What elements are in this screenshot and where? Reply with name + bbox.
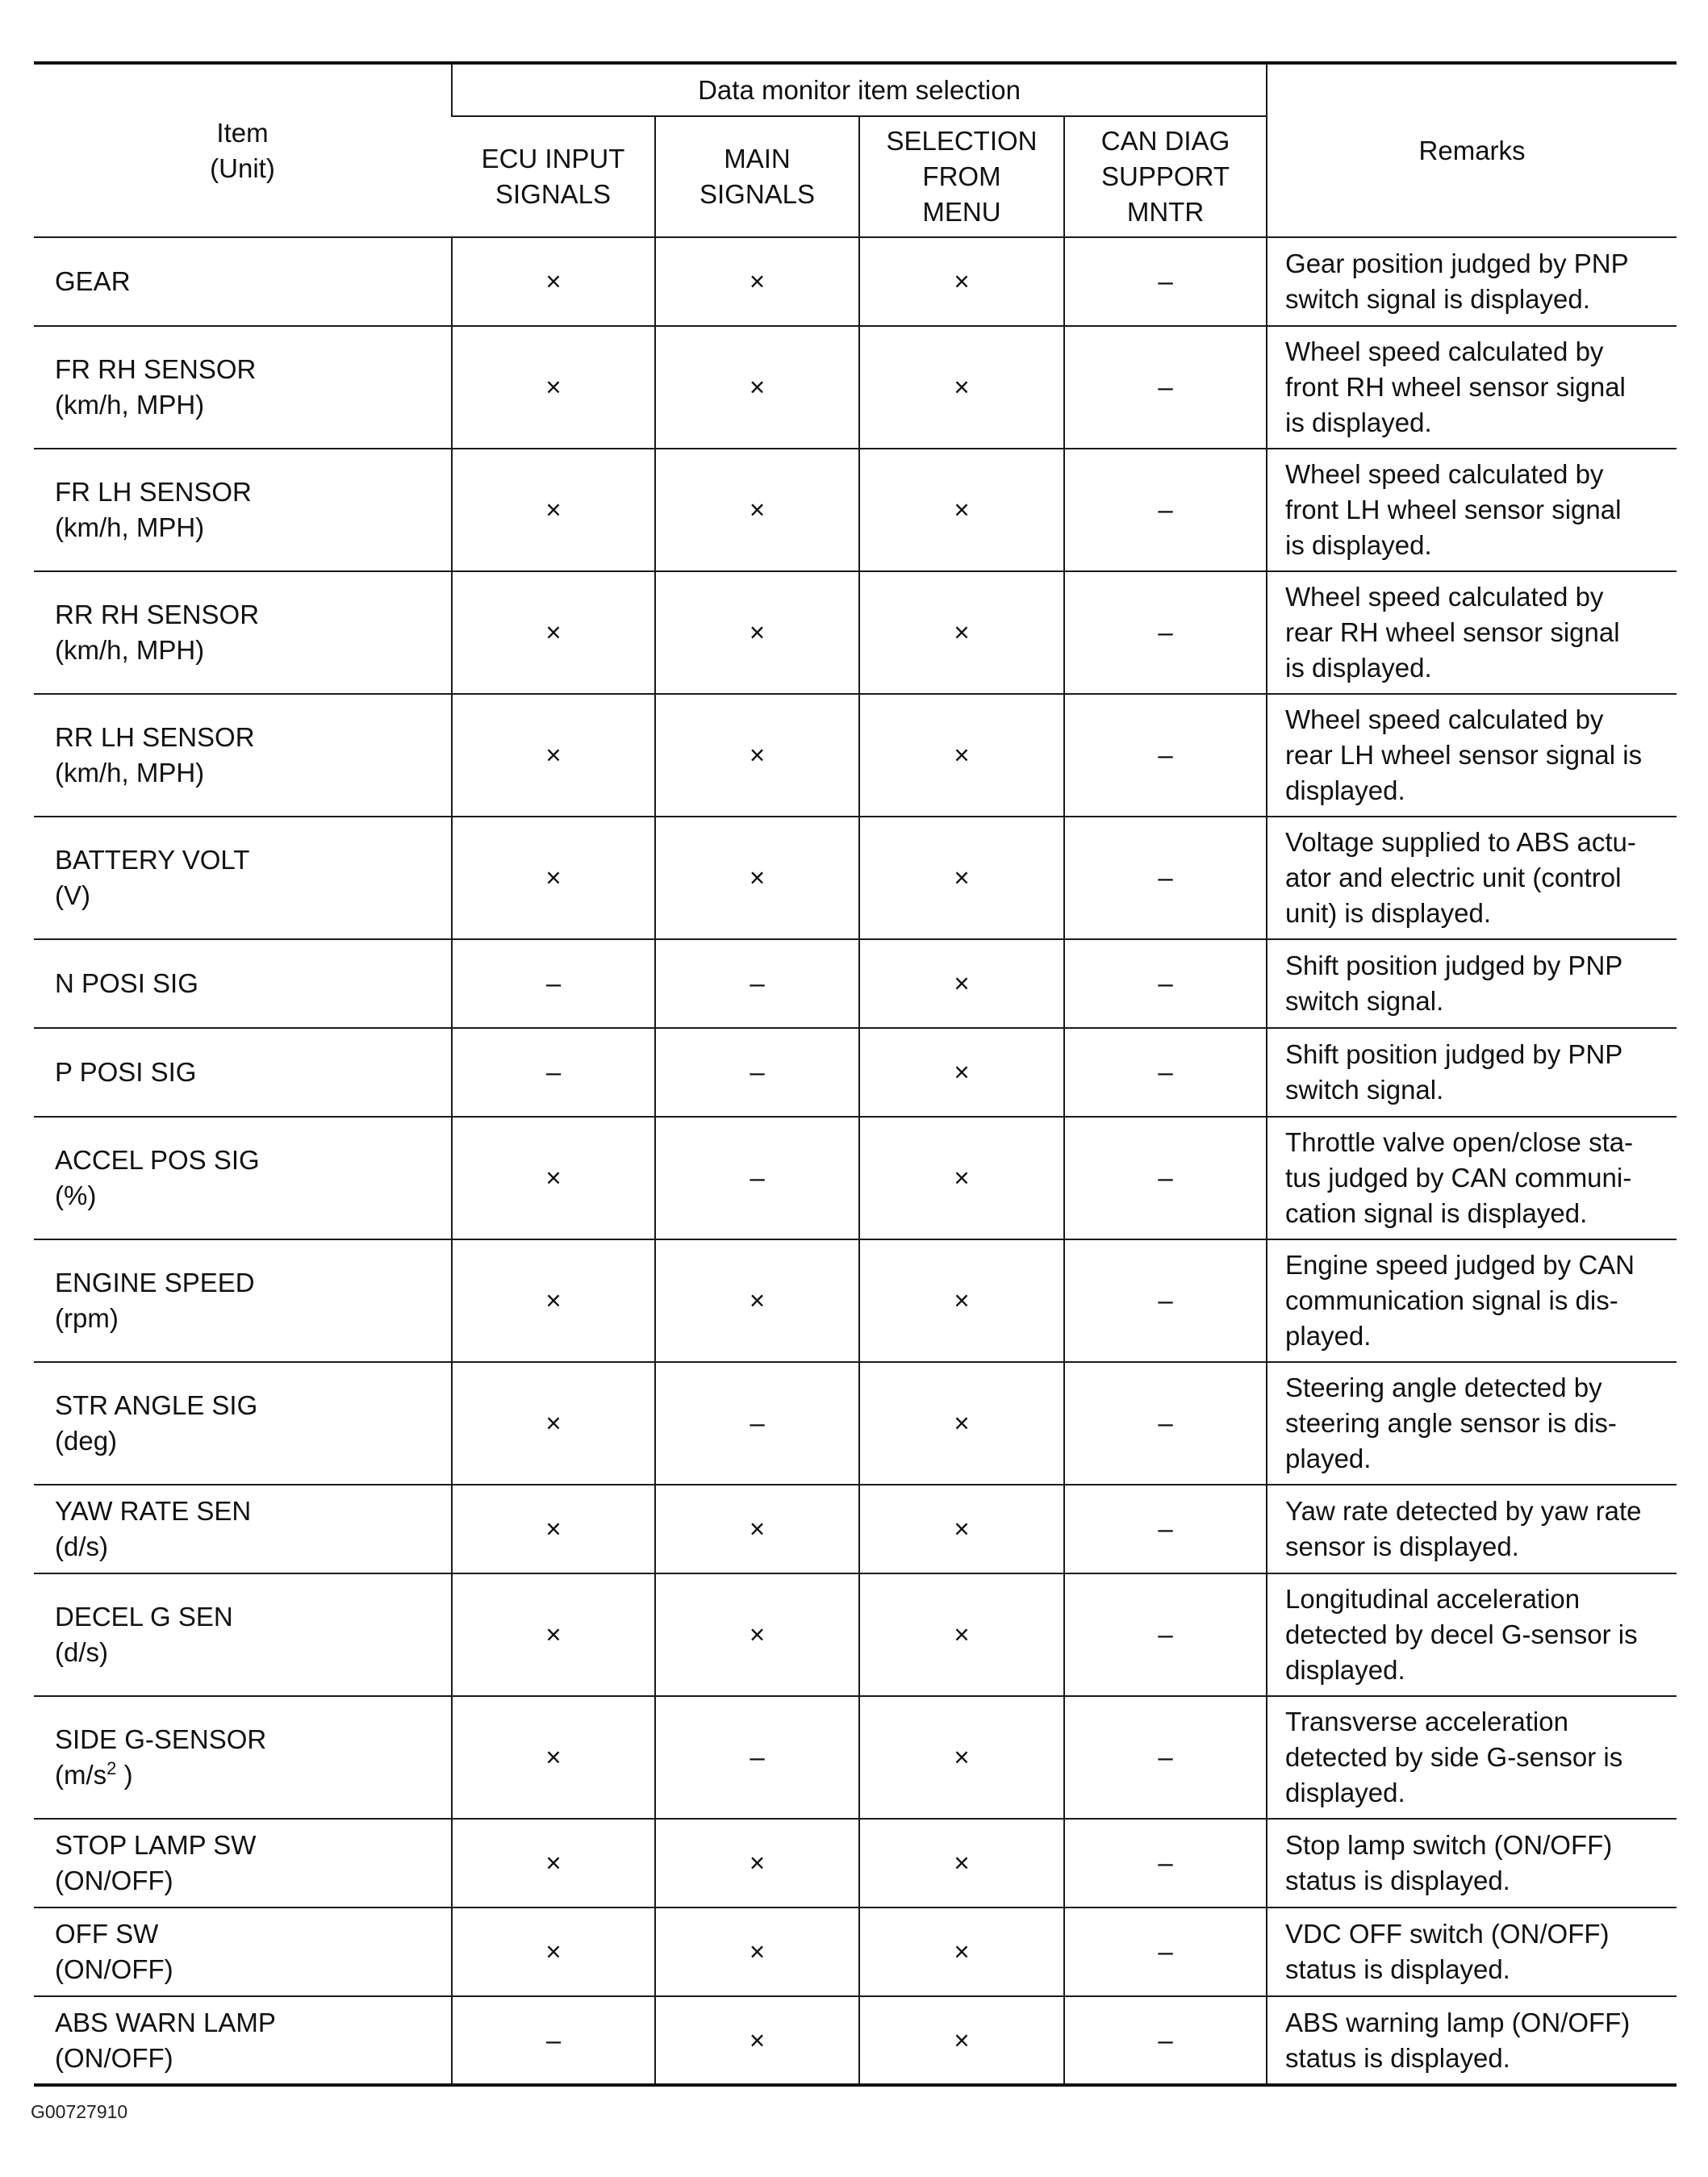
can-diag-mark: – — [1064, 1996, 1267, 2085]
table-row — [34, 1696, 1677, 1819]
ecu-input-mark: × — [452, 326, 655, 449]
table-row — [34, 1819, 1677, 1907]
item-cell — [34, 1696, 452, 1819]
ecu-input-mark: × — [452, 694, 655, 817]
can-diag-mark: – — [1064, 1239, 1267, 1362]
item-unit: ($m/s^2$ ) — [55, 1758, 133, 1790]
item-cell: ABS WARN LAMP (ON/OFF) — [34, 1996, 452, 2085]
can-diag-mark: – — [1064, 939, 1267, 1028]
can-diag-mark: – — [1064, 1696, 1267, 1819]
table-row — [34, 449, 1677, 571]
item-cell: STOP LAMP SW (ON/OFF) — [34, 1819, 452, 1907]
item-cell: FR RH SENSOR (km/h, MPH) — [34, 326, 452, 449]
table-row — [34, 1362, 1677, 1485]
remarks-cell: Throttle valve open/close sta- tus judged by CAN communi- cation signal is displayed. — [1267, 1117, 1677, 1239]
header-selection-from-menu: SELECTION FROM MENU — [859, 116, 1064, 237]
remarks-cell: Voltage supplied to ABS actu- ator and electric unit (control unit) is displayed. — [1267, 817, 1677, 939]
can-diag-mark: – — [1064, 1819, 1267, 1907]
remarks-cell: Yaw rate detected by yaw rate sensor is displayed. — [1267, 1485, 1677, 1573]
can-diag-mark: – — [1064, 817, 1267, 939]
selection-from-menu-mark: × — [859, 694, 1064, 817]
selection-from-menu-mark: × — [859, 1239, 1064, 1362]
can-diag-mark: – — [1064, 237, 1267, 326]
can-diag-mark: – — [1064, 1573, 1267, 1696]
selection-from-menu-mark: × — [859, 449, 1064, 571]
ecu-input-mark: – — [452, 939, 655, 1028]
table-row — [34, 1907, 1677, 1996]
header-can-diag-support-mntr: CAN DIAG SUPPORT MNTR — [1064, 116, 1267, 237]
item-cell: STR ANGLE SIG (deg) — [34, 1362, 452, 1485]
main-signals-mark: × — [655, 694, 859, 817]
ecu-input-mark: × — [452, 1819, 655, 1907]
table-row — [34, 939, 1677, 1028]
ecu-input-mark: – — [452, 1028, 655, 1117]
selection-from-menu-mark: × — [859, 817, 1064, 939]
table-row — [34, 1485, 1677, 1573]
remarks-cell: Wheel speed calculated by front LH wheel sensor signal is displayed. — [1267, 449, 1677, 571]
ecu-input-mark: × — [452, 1117, 655, 1239]
main-signals-mark: – — [655, 939, 859, 1028]
ecu-input-mark: × — [452, 1239, 655, 1362]
can-diag-mark: – — [1064, 1028, 1267, 1117]
selection-from-menu-mark: × — [859, 1117, 1064, 1239]
main-signals-mark: × — [655, 326, 859, 449]
selection-from-menu-mark: × — [859, 1573, 1064, 1696]
selection-from-menu-mark: × — [859, 571, 1064, 694]
main-signals-mark: × — [655, 449, 859, 571]
item-cell: YAW RATE SEN (d/s) — [34, 1485, 452, 1573]
remarks-cell: Wheel speed calculated by rear LH wheel sensor signal is displayed. — [1267, 694, 1677, 817]
selection-from-menu-mark: × — [859, 939, 1064, 1028]
selection-from-menu-mark: × — [859, 1485, 1064, 1573]
item-cell: N POSI SIG — [34, 939, 452, 1028]
remarks-cell: Steering angle detected by steering angle sensor is dis- played. — [1267, 1362, 1677, 1485]
ecu-input-mark: × — [452, 571, 655, 694]
remarks-cell: Shift position judged by PNP switch signal. — [1267, 939, 1677, 1028]
ecu-input-mark: × — [452, 1573, 655, 1696]
remarks-cell: Wheel speed calculated by front RH wheel sensor signal is displayed. — [1267, 326, 1677, 449]
item-cell: BATTERY VOLT (V) — [34, 817, 452, 939]
table-row — [34, 326, 1677, 449]
main-signals-mark: × — [655, 1573, 859, 1696]
item-cell: OFF SW (ON/OFF) — [34, 1907, 452, 1996]
selection-from-menu-mark: × — [859, 1696, 1064, 1819]
item-cell: GEAR — [34, 237, 452, 326]
ecu-input-mark: × — [452, 1696, 655, 1819]
header-data-monitor-item-selection: Data monitor item selection — [452, 63, 1267, 116]
ecu-input-mark: × — [452, 1485, 655, 1573]
remarks-cell: Shift position judged by PNP switch signal. — [1267, 1028, 1677, 1117]
main-signals-mark: × — [655, 817, 859, 939]
can-diag-mark: – — [1064, 449, 1267, 571]
selection-from-menu-mark: × — [859, 1362, 1064, 1485]
remarks-cell: VDC OFF switch (ON/OFF) status is displayed. — [1267, 1907, 1677, 1996]
can-diag-mark: – — [1064, 694, 1267, 817]
header-main-signals: MAIN SIGNALS — [655, 116, 859, 237]
table-row — [34, 1239, 1677, 1362]
ecu-input-mark: – — [452, 1996, 655, 2085]
remarks-cell: Engine speed judged by CAN communication signal is dis- played. — [1267, 1239, 1677, 1362]
item-cell: FR LH SENSOR (km/h, MPH) — [34, 449, 452, 571]
can-diag-mark: – — [1064, 1117, 1267, 1239]
item-cell: RR RH SENSOR (km/h, MPH) — [34, 571, 452, 694]
data-monitor-table — [34, 61, 1677, 2087]
ecu-input-mark: × — [452, 817, 655, 939]
selection-from-menu-mark: × — [859, 1907, 1064, 1996]
header-item-unit: Item (Unit) — [34, 63, 452, 237]
selection-from-menu-mark: × — [859, 1028, 1064, 1117]
table-row — [34, 1573, 1677, 1696]
table-row — [34, 1028, 1677, 1117]
can-diag-mark: – — [1064, 326, 1267, 449]
item-cell: P POSI SIG — [34, 1028, 452, 1117]
table-row — [34, 1996, 1677, 2085]
header-remarks: Remarks — [1267, 63, 1677, 237]
figure-id: G00727910 — [31, 2101, 128, 2122]
selection-from-menu-mark: × — [859, 326, 1064, 449]
remarks-cell: Longitudinal acceleration detected by decel G-sensor is displayed. — [1267, 1573, 1677, 1696]
can-diag-mark: – — [1064, 571, 1267, 694]
item-cell: DECEL G SEN (d/s) — [34, 1573, 452, 1696]
main-signals-mark: × — [655, 237, 859, 326]
main-signals-mark: × — [655, 1485, 859, 1573]
selection-from-menu-mark: × — [859, 1819, 1064, 1907]
item-name: SIDE G-SENSOR — [55, 1724, 267, 1754]
main-signals-mark: – — [655, 1028, 859, 1117]
ecu-input-mark: × — [452, 449, 655, 571]
main-signals-mark: × — [655, 1996, 859, 2085]
main-signals-mark: × — [655, 1239, 859, 1362]
can-diag-mark: – — [1064, 1485, 1267, 1573]
ecu-input-mark: × — [452, 1907, 655, 1996]
remarks-cell: Gear position judged by PNP switch signal is displayed. — [1267, 237, 1677, 326]
can-diag-mark: – — [1064, 1907, 1267, 1996]
table-row — [34, 817, 1677, 939]
main-signals-mark: – — [655, 1362, 859, 1485]
ecu-input-mark: × — [452, 237, 655, 326]
table-row — [34, 694, 1677, 817]
main-signals-mark: – — [655, 1696, 859, 1819]
item-cell: ENGINE SPEED (rpm) — [34, 1239, 452, 1362]
ecu-input-mark: × — [452, 1362, 655, 1485]
table-row — [34, 1117, 1677, 1239]
main-signals-mark: × — [655, 1819, 859, 1907]
item-cell: ACCEL POS SIG (%) — [34, 1117, 452, 1239]
can-diag-mark: – — [1064, 1362, 1267, 1485]
main-signals-mark: × — [655, 1907, 859, 1996]
remarks-cell: Stop lamp switch (ON/OFF) status is displayed. — [1267, 1819, 1677, 1907]
remarks-cell: Wheel speed calculated by rear RH wheel sensor signal is displayed. — [1267, 571, 1677, 694]
header-ecu-input-signals: ECU INPUT SIGNALS — [452, 116, 655, 237]
main-signals-mark: × — [655, 571, 859, 694]
table-row — [34, 237, 1677, 326]
selection-from-menu-mark: × — [859, 237, 1064, 326]
selection-from-menu-mark: × — [859, 1996, 1064, 2085]
remarks-cell: ABS warning lamp (ON/OFF) status is displayed. — [1267, 1996, 1677, 2085]
table-row — [34, 571, 1677, 694]
remarks-cell: Transverse acceleration detected by side G-sensor is displayed. — [1267, 1696, 1677, 1819]
main-signals-mark: – — [655, 1117, 859, 1239]
item-cell: RR LH SENSOR (km/h, MPH) — [34, 694, 452, 817]
